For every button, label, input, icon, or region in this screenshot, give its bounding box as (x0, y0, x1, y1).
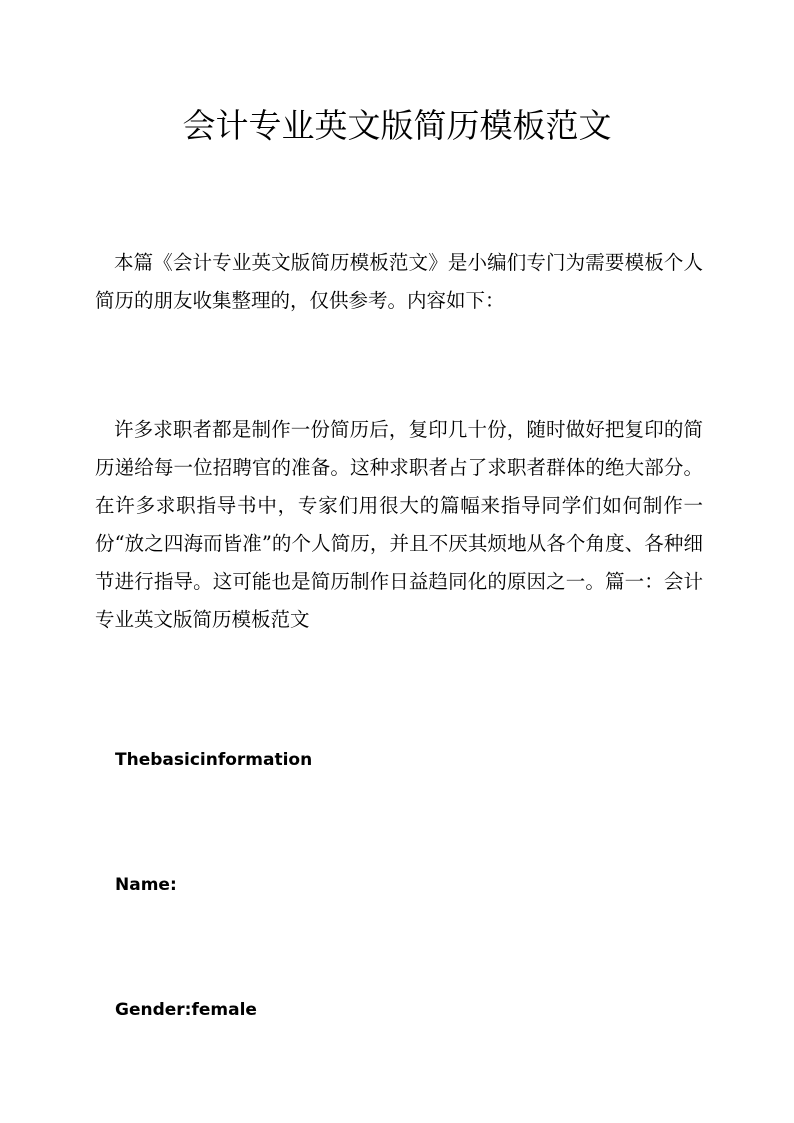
gender-field: Gender:female (115, 1000, 257, 1020)
section-heading-basic-information: Thebasicinformation (115, 750, 313, 770)
document-title: 会计专业英文版简历模板范文 (182, 106, 612, 145)
name-field: Name: (115, 875, 177, 895)
intro-paragraph: 本篇《会计专业英文版简历模板范文》是小编们专门为需要模板个人简历的朋友收集整理的，仅供参考。内容如下： (95, 251, 703, 312)
body-paragraph: 许多求职者都是制作一份简历后，复印几十份，随时做好把复印的简历递给每一位招聘官的准备。这种求职者占了求职者群体的绝大部分。在许多求职指导书中，专家们用很大的篇幅来指导同学们如何制作一份“放之四海而皆准”的个人简历，并且不厌其烦地从各个角度、各种细节进行指导。这可能也是简历制作日益趋同化的原因之一。篇一：会计专业英文版简历模板范文 (95, 418, 703, 631)
